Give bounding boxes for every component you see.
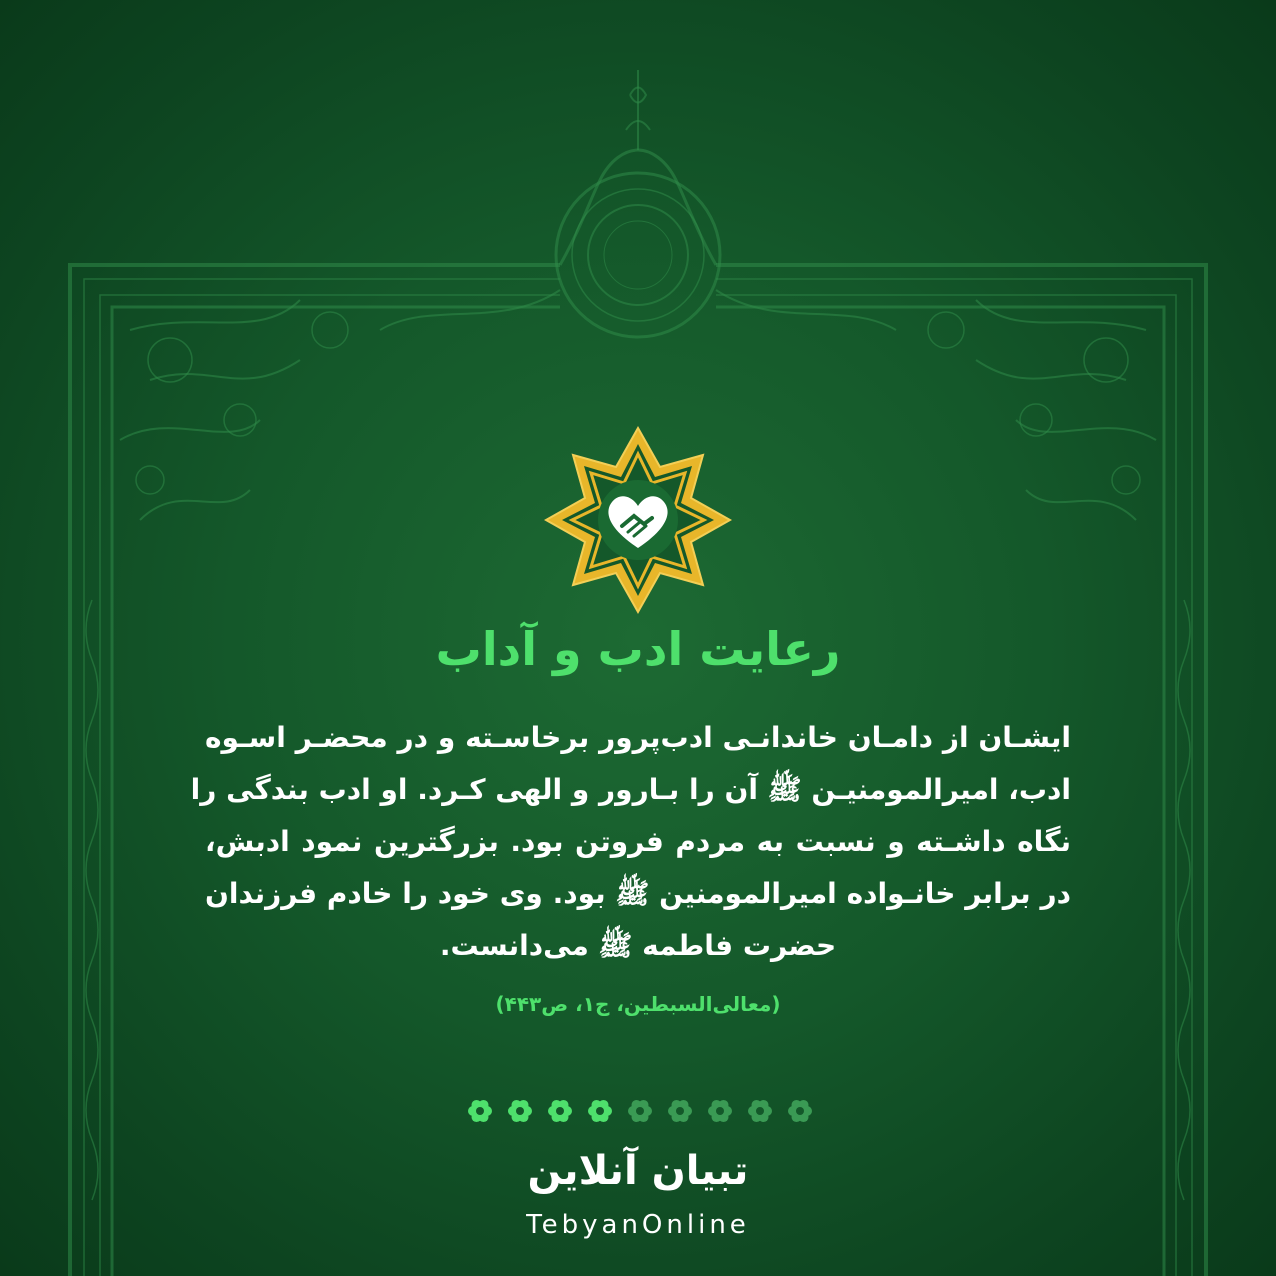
flower-dot-icon xyxy=(708,1100,732,1122)
logo-english: TebyanOnline xyxy=(526,1210,750,1240)
source-citation: (معالی‌السبطین، ج۱، ص۴۴۳) xyxy=(495,992,781,1016)
flower-divider xyxy=(460,1094,820,1128)
body-line: در برابر خانـواده امیرالمومنین ﷺ بود. وی خود را خادم فرزندان xyxy=(205,877,1071,910)
flower-dot-icon xyxy=(468,1100,492,1122)
body-line: نگاه داشـته و نسبت به مردم فروتن بود. بزرگترین نمود ادبش، xyxy=(205,825,1071,858)
body-paragraph xyxy=(190,712,1071,972)
body-line: حضرت فاطمه ﷺ می‌دانست. xyxy=(439,929,837,962)
page-title: رعایت ادب و آداب xyxy=(435,622,841,676)
body-line: ایشـان از دامـان خاندانـی ادب‌پرور برخاسـته و در محضـر اسـوه xyxy=(205,721,1071,754)
flower-dot-icon xyxy=(788,1100,812,1122)
flower-dot-icon xyxy=(668,1100,692,1122)
flower-dot-icon xyxy=(588,1100,612,1122)
body-line: ادب، امیرالمومنیـن ﷺ آن را بـارور و الهی کـرد. او ادب بندگی را xyxy=(190,773,1071,806)
flower-dot-icon xyxy=(748,1100,772,1122)
logo-persian: تبیان آنلاین xyxy=(527,1148,749,1194)
handshake-heart-emblem xyxy=(543,425,733,615)
flower-dot-icon xyxy=(628,1100,652,1122)
flower-dot-icon xyxy=(548,1100,572,1122)
flower-dot-icon xyxy=(508,1100,532,1122)
